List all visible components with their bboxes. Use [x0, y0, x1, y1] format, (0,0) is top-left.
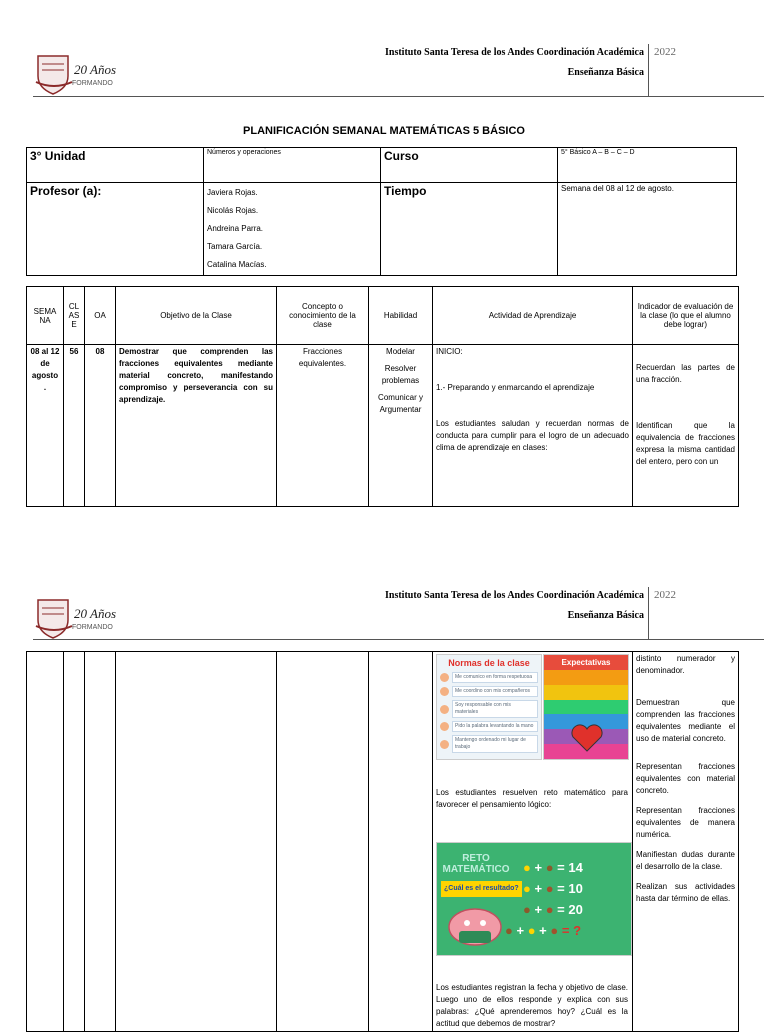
cell-concepto: Fracciones equivalentes. [277, 345, 369, 507]
norma-icon [440, 687, 449, 696]
header-objetivo: Objetivo de la Clase [116, 287, 277, 345]
institute-name-page2: Instituto Santa Teresa de los Andes Coordinación Académica [384, 590, 644, 601]
year-label: 2022 [654, 46, 676, 58]
cell-oa: 08 [85, 345, 116, 507]
normas-image [436, 654, 542, 760]
page-title: PLANIFICACIÓN SEMANAL MATEMÁTICAS 5 BÁSICO [243, 125, 525, 137]
normas-title: Normas de la clase [448, 658, 530, 668]
norma-icon [440, 740, 449, 749]
norma-icon [440, 705, 449, 714]
expectativas-title: Expectativas [561, 658, 611, 667]
reto-equations: ● + ● = 14 ● + ● = 10 ● + ● = 20 ● + ● + ● = ? [505, 860, 583, 938]
reto-image [436, 842, 632, 956]
header-clase: CL AS E [64, 287, 85, 345]
cell-indicador: Recuerdan las partes de una fracción. Identifican que la equivalencia de fracciones expresa la misma cantidad del entero, pero con un [633, 345, 739, 507]
normas-item: Soy responsable con mis materiales [440, 700, 538, 718]
header-oa: OA [85, 287, 116, 345]
cell-actividad: INICIO: 1.- Preparando y enmarcando el aprendizaje Los estudiantes saludan y recuerdan normas de conducta para cumplir para el logro de un adecuado clima de aprendizaje en clases: [433, 345, 633, 507]
norma-icon [440, 722, 449, 731]
logo-text-top: 20 Años [74, 62, 117, 77]
logo-text-bottom: FORMANDO [72, 80, 113, 87]
header-indicador: Indicador de evaluación de la clase (lo que el alumno debe lograr) [633, 287, 739, 345]
activity-reto-text: Los estudiantes resuelven reto matemático para favorecer el pensamiento lógico: [436, 788, 628, 809]
education-level: Enseñanza Básica [567, 67, 644, 78]
education-level-page2: Enseñanza Básica [567, 610, 644, 621]
cell-actividad-cont [433, 652, 633, 1032]
year-label-page2: 2022 [654, 589, 676, 601]
cell-semana: 08 al 12 de agosto . [27, 345, 64, 507]
header-actividad: Actividad de Aprendizaje [433, 287, 633, 345]
unit-value: Números y operaciones [204, 148, 381, 183]
course-label: Curso [381, 148, 558, 183]
reto-title: RETO MATEMÁTICO [442, 853, 510, 875]
activity-registro-text: Los estudiantes registran la fecha y objetivo de clase. Luego uno de ellos responde y explica con sus palabras: ¿Qué aprenderemos hoy? ¿Cuál es la actitud que debemos de mostrar? [436, 983, 628, 1028]
institute-name: Instituto Santa Teresa de los Andes Coordinación Académica [384, 47, 644, 58]
rainbow-stripe [544, 700, 628, 715]
header-concepto: Concepto o conocimiento de la clase [277, 287, 369, 345]
norma-icon [440, 673, 449, 682]
plan-table [26, 286, 739, 507]
cell-clase: 56 [64, 345, 85, 507]
heart-icon [570, 723, 604, 753]
time-label: Tiempo [381, 183, 558, 276]
cell-oa-cont [85, 652, 116, 1032]
normas-item: Pido la palabra levantando la mano [440, 721, 538, 732]
normas-item: Mantengo ordenado mi lugar de trabajo [440, 735, 538, 753]
cell-objetivo-cont [116, 652, 277, 1032]
expectativas-image [543, 654, 629, 760]
school-logo-page2 [34, 596, 118, 640]
cell-habilidad-cont [369, 652, 433, 1032]
normas-item: Me coordino con mis compañeros [440, 686, 538, 697]
info-table [26, 147, 737, 276]
cell-semana-cont [27, 652, 64, 1032]
time-value: Semana del 08 al 12 de agosto. [558, 183, 737, 276]
normas-item: Me comunico en forma respetuosa [440, 672, 538, 683]
course-value: 5° Básico A – B – C – D [558, 148, 737, 183]
plan-table-page2 [26, 651, 739, 1032]
cell-concepto-cont [277, 652, 369, 1032]
svg-text:FORMANDO: FORMANDO [72, 624, 113, 631]
reto-question: ¿Cuál es el resultado? [441, 881, 522, 897]
rainbow-stripe [544, 685, 628, 700]
teacher-list: Javiera Rojas. Nicolás Rojas. Andreina Parra. Tamara García. Catalina Macías. [204, 183, 381, 276]
unit-label: 3° Unidad [27, 148, 204, 183]
brain-icon [445, 905, 505, 951]
school-logo [34, 52, 118, 96]
cell-clase-cont [64, 652, 85, 1032]
header-habilidad: Habilidad [369, 287, 433, 345]
cell-indicador-cont: distinto numerador y denominador. Demuestran que comprenden las fracciones equivalentes mediante el uso de material concreto. Representan fracciones equivalentes con material concreto. Representan fracciones equivalentes de manera numérica. Manifiestan dudas durante el desarrollo de la clase. Realizan sus actividades hasta dar término de ellas. [633, 652, 739, 1032]
rainbow-stripe [544, 670, 628, 685]
cell-habilidad: Modelar Resolver problemas Comunicar y Argumentar [369, 345, 433, 507]
svg-text:20 Años: 20 Años [74, 606, 117, 621]
header-semana: SEMA NA [27, 287, 64, 345]
teacher-label: Profesor (a): [27, 183, 204, 276]
cell-objetivo: Demostrar que comprenden las fracciones equivalentes mediante material concreto, manifestando compromiso y perseverancia con su aprendizaje. [116, 345, 277, 507]
